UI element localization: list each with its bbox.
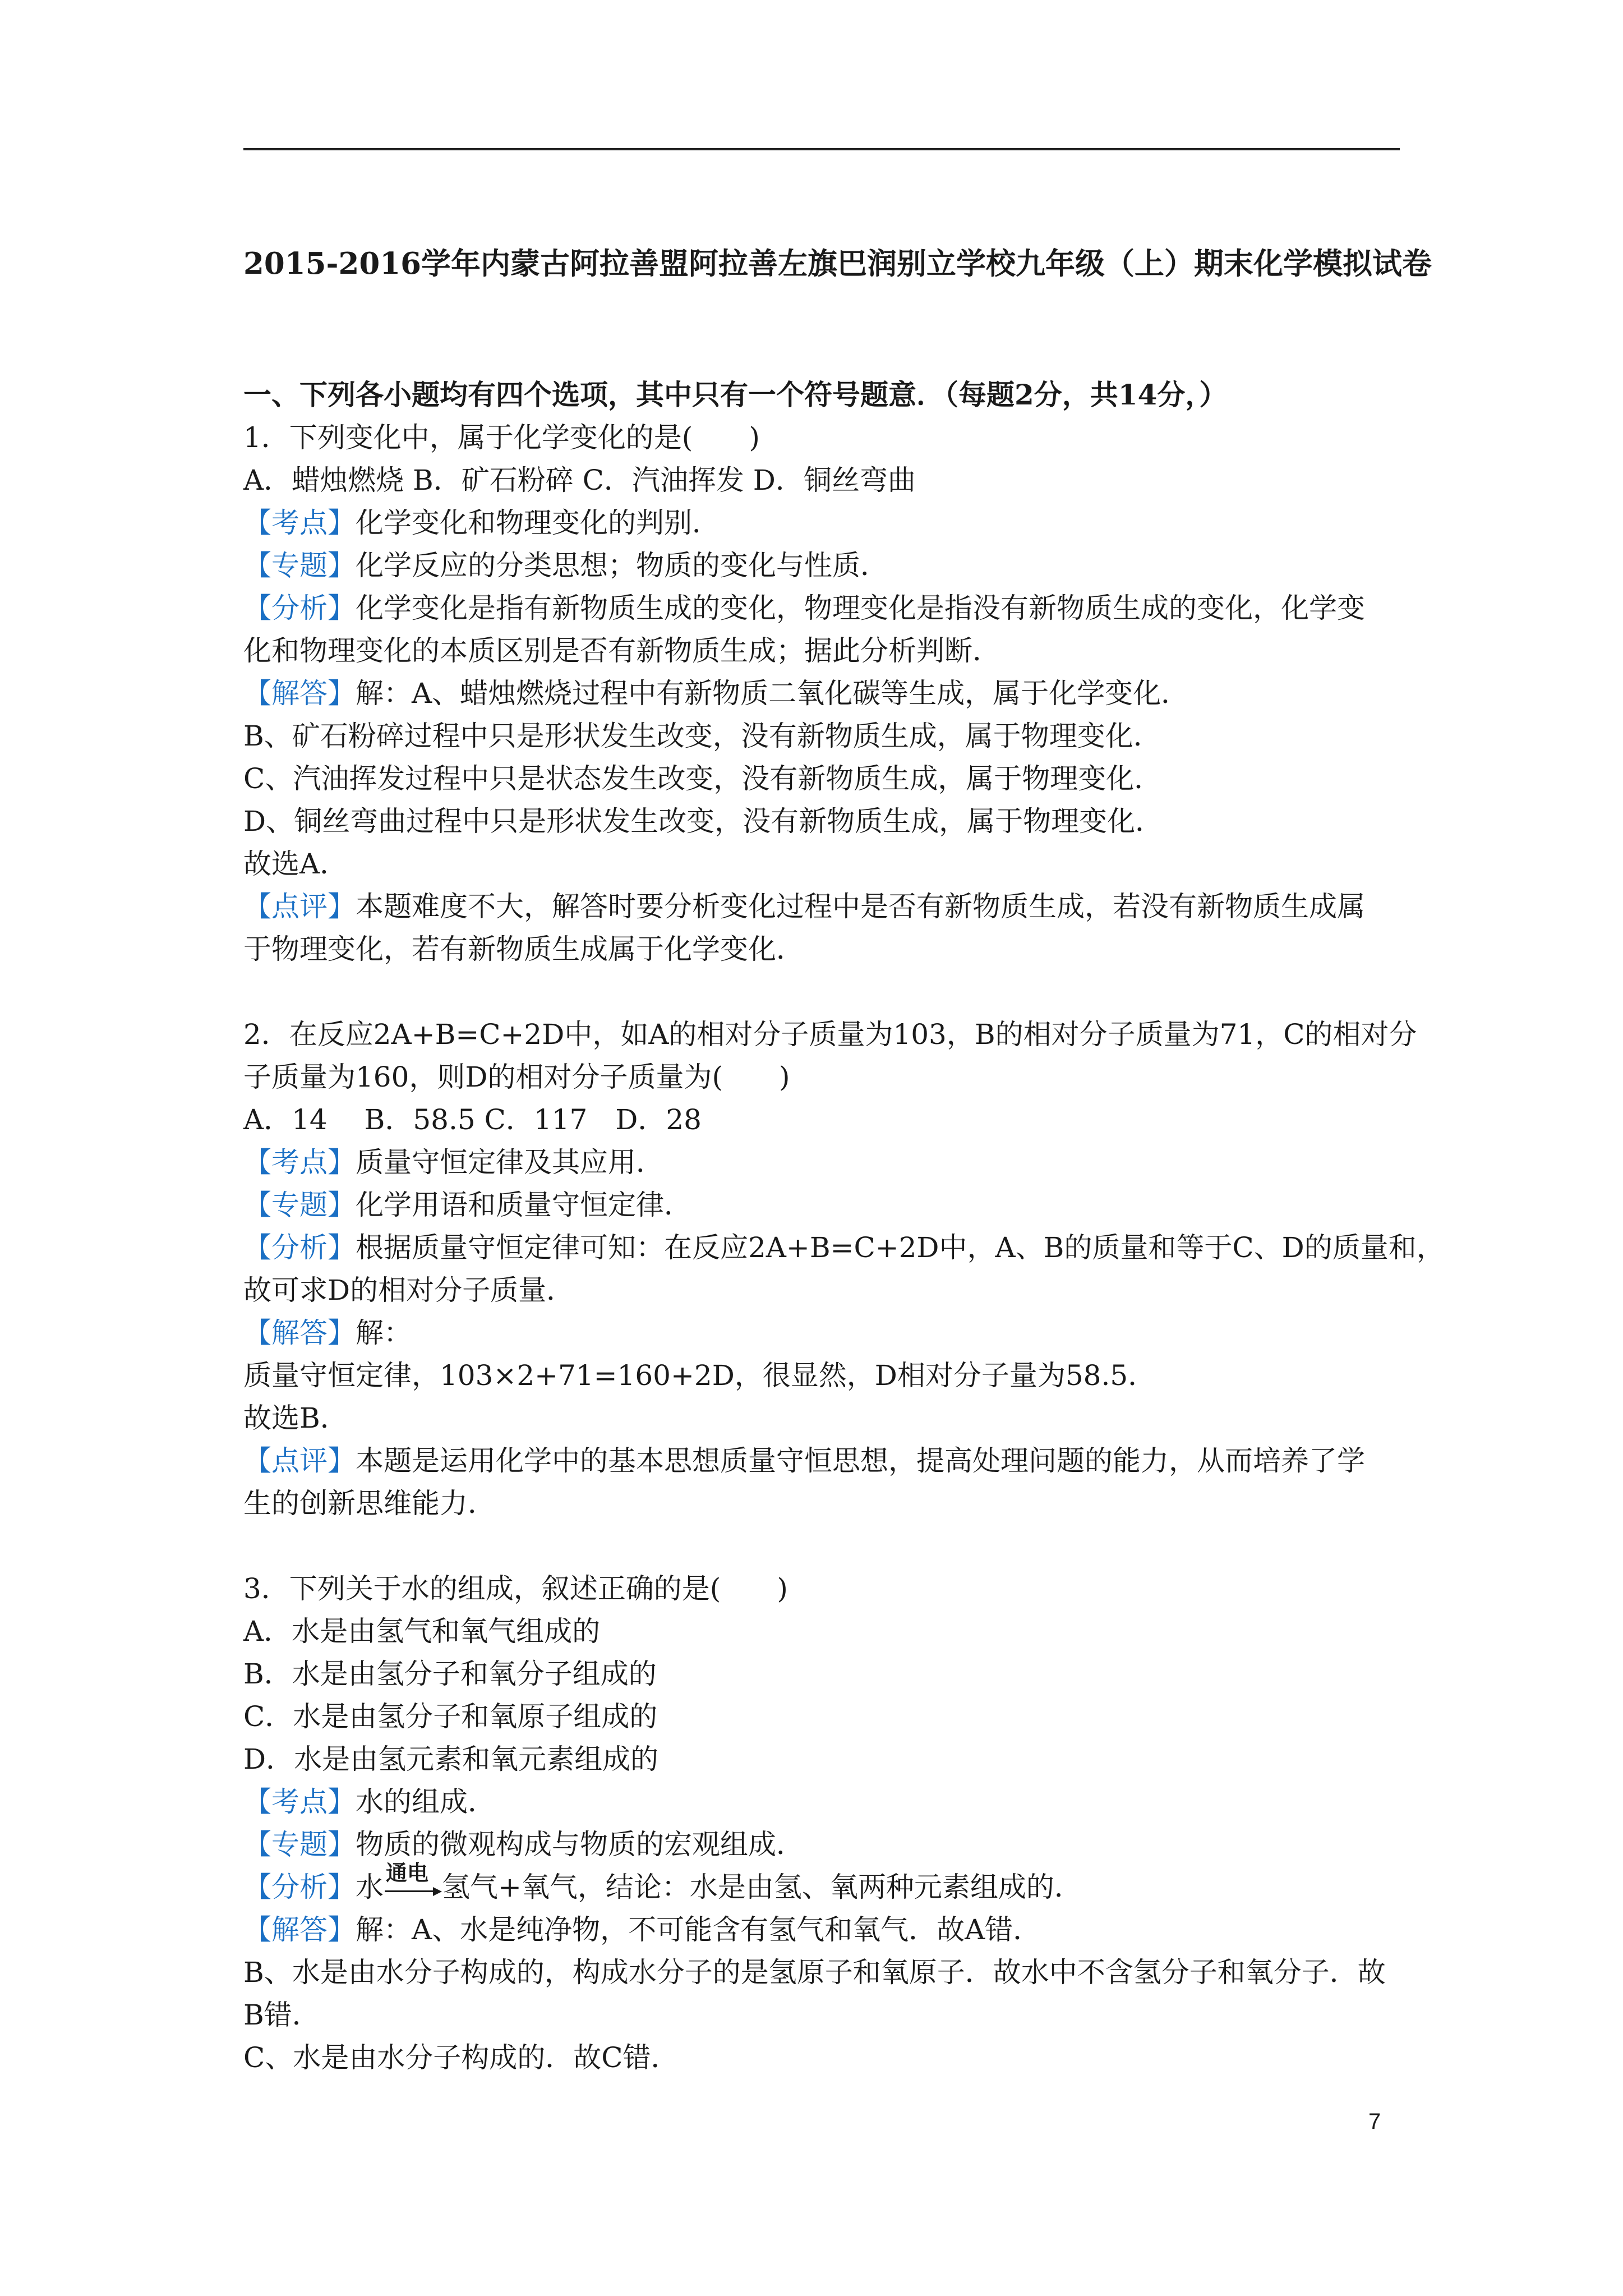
header-rule: [243, 148, 1400, 150]
question-3: [243, 1567, 1400, 2079]
jieda-label: 【解答】: [243, 677, 356, 710]
jieda-text: 解：: [356, 1317, 412, 1349]
zhuanti-text: 化学反应的分类思想；物质的变化与性质．: [356, 549, 888, 582]
jieda-row: [243, 1312, 1400, 1354]
answer-line: 故选A．: [243, 848, 348, 880]
question-options: A．蜡烛燃烧 B．矿石粉碎 C．汽油挥发 D．铜丝弯曲: [243, 464, 916, 496]
fenxi-text-pre: 水: [356, 1871, 384, 1903]
jieda-line: C、水是由水分子构成的．故C错．: [243, 2041, 679, 2074]
question-spacer: [243, 1525, 1400, 1567]
zhuanti-text: 化学用语和质量守恒定律．: [356, 1189, 692, 1221]
jieda-line: 质量守恒定律，103×2+71=160+2D，很显然，D相对分子量为58.5．: [243, 1359, 1156, 1392]
fenxi-row: [243, 1226, 1445, 1269]
section-heading: 一、下列各小题均有四个选项，其中只有一个符号题意．（每题2分，共14分，）: [243, 378, 1228, 411]
fenxi-label: 【分析】: [243, 1231, 356, 1264]
question-stem: 3．下列关于水的组成，叙述正确的是( ): [243, 1572, 788, 1605]
question-stem-continuation: 子质量为160，则D的相对分子质量为( ): [243, 1061, 790, 1093]
dianping-label: 【点评】: [243, 890, 356, 923]
jieda-label: 【解答】: [243, 1913, 356, 1946]
page-number: 7: [1368, 2109, 1381, 2134]
jieda-line: B错．: [243, 1999, 320, 2031]
zhuanti-row: [243, 1823, 1400, 1866]
kaodian-label: 【考点】: [243, 1786, 356, 1818]
jieda-line: D、铜丝弯曲过程中只是形状发生改变，没有新物质生成，属于物理变化．: [243, 805, 1164, 838]
question-stem: 1．下列变化中，属于化学变化的是( ): [243, 421, 760, 454]
jieda-row: [243, 1908, 1400, 1951]
kaodian-text: 质量守恒定律及其应用．: [356, 1146, 664, 1179]
arrow-shaft: [385, 1890, 439, 1892]
fenxi-row: [243, 1860, 1400, 1908]
jieda-line: B、矿石粉碎过程中只是形状发生改变，没有新物质生成，属于物理变化．: [243, 720, 1161, 752]
kaodian-label: 【考点】: [243, 1146, 356, 1179]
fenxi-text-post: 氢气+氧气，结论：水是由氢、氧两种元素组成的．: [442, 1871, 1082, 1903]
dianping-text: 本题难度不大，解答时要分析变化过程中是否有新物质生成，若没有新物质生成属: [356, 890, 1365, 923]
option-a: A．水是由氢气和氧气组成的: [243, 1615, 601, 1648]
question-stem: 2．在反应2A+B=C+2D中，如A的相对分子质量为103，B的相对分子质量为71，C的相对分: [243, 1018, 1417, 1051]
jieda-text: 解：A、水是纯净物，不可能含有氢气和氧气．故A错．: [356, 1913, 1041, 1946]
dianping-row: [243, 885, 1400, 928]
jieda-text: 解：A、蜡烛燃烧过程中有新物质二氧化碳等生成，属于化学变化．: [356, 677, 1189, 710]
question-1: [243, 416, 1400, 970]
document-body: [243, 374, 1445, 2079]
arrow-head: [433, 1887, 442, 1896]
fenxi-continuation: 化和物理变化的本质区别是否有新物质生成；据此分析判断．: [243, 634, 1000, 667]
option-c: C．水是由氢分子和氧原子组成的: [243, 1700, 658, 1733]
document-title: 2015-2016学年内蒙古阿拉善盟阿拉善左旗巴润别立学校九年级（上）期末化学模拟试卷: [243, 246, 1432, 281]
question-spacer: [243, 970, 1400, 1013]
reaction-arrow-icon: [384, 1860, 442, 1908]
kaodian-row: [243, 1141, 1400, 1184]
jieda-line: C、汽油挥发过程中只是状态发生改变，没有新物质生成，属于物理变化．: [243, 762, 1163, 795]
question-2: [243, 1013, 1445, 1525]
fenxi-label: 【分析】: [243, 592, 356, 624]
dianping-continuation: 生的创新思维能力．: [243, 1487, 496, 1520]
option-b: B．水是由氢分子和氧分子组成的: [243, 1658, 657, 1690]
jieda-label: 【解答】: [243, 1317, 356, 1349]
reaction-condition-label: 通电: [386, 1860, 429, 1885]
zhuanti-row: [243, 1184, 1400, 1226]
zhuanti-row: [243, 544, 1400, 587]
dianping-text: 本题是运用化学中的基本思想质量守恒思想，提高处理问题的能力，从而培养了学: [356, 1444, 1365, 1477]
fenxi-continuation: 故可求D的相对分子质量．: [243, 1274, 575, 1306]
fenxi-label: 【分析】: [243, 1871, 356, 1903]
answer-line: 故选B．: [243, 1402, 348, 1434]
kaodian-row: [243, 1780, 1400, 1823]
zhuanti-label: 【专题】: [243, 1828, 356, 1861]
fenxi-text: 根据质量守恒定律可知：在反应2A+B=C+2D中，A、B的质量和等于C、D的质量和，: [356, 1231, 1445, 1264]
dianping-continuation: 于物理变化，若有新物质生成属于化学变化．: [243, 933, 804, 965]
fenxi-text: 化学变化是指有新物质生成的变化，物理变化是指没有新物质生成的变化，化学变: [356, 592, 1365, 624]
fenxi-row: [243, 587, 1400, 629]
zhuanti-text: 物质的微观构成与物质的宏观组成．: [356, 1828, 804, 1861]
kaodian-text: 化学变化和物理变化的判别．: [356, 507, 720, 539]
dianping-label: 【点评】: [243, 1444, 356, 1477]
zhuanti-label: 【专题】: [243, 549, 356, 582]
question-options: A．14 B．58.5 C．117 D．28: [243, 1103, 702, 1136]
kaodian-label: 【考点】: [243, 507, 356, 539]
jieda-row: [243, 672, 1400, 715]
jieda-line: B、水是由水分子构成的，构成水分子的是氢原子和氧原子．故水中不含氢分子和氧分子．故: [243, 1956, 1386, 1989]
kaodian-row: [243, 501, 1400, 544]
kaodian-text: 水的组成．: [356, 1786, 496, 1818]
zhuanti-label: 【专题】: [243, 1189, 356, 1221]
dianping-row: [243, 1439, 1400, 1482]
option-d: D．水是由氢元素和氧元素组成的: [243, 1743, 659, 1775]
